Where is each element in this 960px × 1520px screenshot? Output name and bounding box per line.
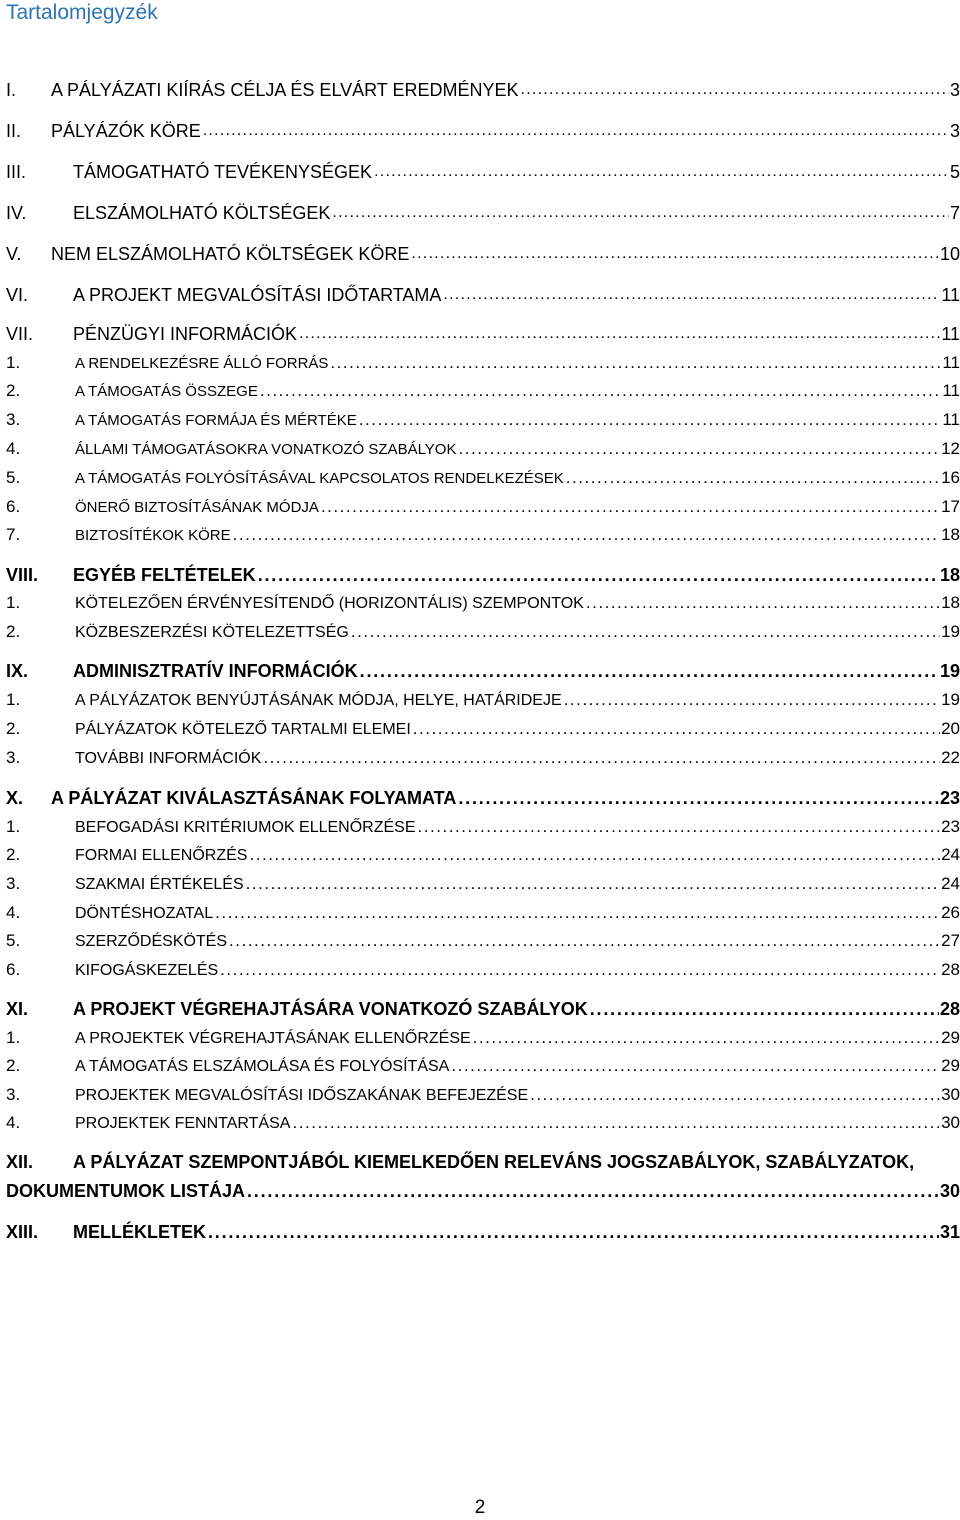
dot-leader	[473, 1026, 940, 1050]
toc-subentry[interactable]	[6, 620, 960, 644]
dot-leader	[299, 322, 940, 346]
entry-label: KÖZBESZERZÉSI KÖTELEZETTSÉG	[75, 624, 349, 641]
entry-page: 19	[941, 690, 960, 709]
entry-label: A PROJEKT VÉGREHAJTÁSÁRA VONATKOZÓ SZABÁLYOK	[73, 999, 588, 1019]
entry-page: 24	[941, 874, 960, 893]
dot-leader	[203, 119, 949, 143]
entry-page: 29	[941, 1056, 960, 1075]
entry-label: ÖNERŐ BIZTOSÍTÁSÁNAK MÓDJA	[75, 499, 319, 516]
toc-entry-first-line[interactable]	[6, 1150, 914, 1174]
entry-page: 16	[941, 468, 960, 487]
entry-number: 1.	[6, 593, 21, 612]
dot-leader	[451, 1054, 940, 1078]
entry-page: 19	[939, 661, 960, 681]
toc-subentry[interactable]	[6, 929, 960, 953]
entry-number: 4.	[6, 439, 21, 458]
entry-label: PÁLYÁZATOK KÖTELEZŐ TARTALMI ELEMEI	[75, 721, 411, 738]
toc-entry[interactable]	[6, 322, 960, 346]
entry-page: 3	[949, 80, 960, 100]
entry-page: 26	[941, 903, 960, 922]
toc-entry[interactable]	[6, 283, 960, 307]
toc-entry[interactable]	[6, 786, 960, 810]
entry-page: 11	[941, 324, 960, 344]
entry-label: BIZTOSÍTÉKOK KÖRE	[75, 527, 231, 544]
entry-page: 31	[939, 1222, 960, 1242]
entry-number: VII.	[6, 324, 34, 344]
dot-leader	[220, 958, 940, 982]
entry-number: I.	[6, 80, 17, 100]
entry-number: 4.	[6, 903, 21, 922]
entry-number: 5.	[6, 468, 21, 487]
toc-entry[interactable]	[6, 997, 960, 1021]
toc-subentry[interactable]	[6, 408, 960, 432]
entry-number: 3.	[6, 1085, 21, 1104]
dot-leader	[586, 591, 940, 615]
entry-label: PROJEKTEK MEGVALÓSÍTÁSI IDŐSZAKÁNAK BEFEJEZÉSE	[75, 1087, 529, 1104]
dot-leader	[411, 242, 939, 266]
entry-page: 28	[939, 999, 960, 1019]
toc-entry-continuation[interactable]	[6, 1179, 960, 1203]
entry-page: 30	[939, 1181, 960, 1201]
dot-leader	[246, 872, 940, 896]
entry-label: A PROJEKTEK VÉGREHAJTÁSÁNAK ELLENŐRZÉSE	[75, 1030, 471, 1047]
entry-label: KIFOGÁSKEZELÉS	[75, 962, 219, 979]
entry-label: A RENDELKEZÉSRE ÁLLÓ FORRÁS	[75, 355, 329, 372]
dot-leader	[260, 379, 942, 403]
entry-page: 20	[941, 719, 960, 738]
entry-number: VIII.	[6, 565, 39, 585]
entry-label: TÁMOGATHATÓ TEVÉKENYSÉGEK	[73, 162, 373, 182]
entry-label: NEM ELSZÁMOLHATÓ KÖLTSÉGEK KÖRE	[51, 244, 410, 264]
entry-page: 29	[941, 1028, 960, 1047]
dot-leader	[332, 201, 949, 225]
entry-number: IX.	[6, 661, 29, 681]
entry-page: 17	[941, 497, 960, 516]
toc-entry[interactable]	[6, 201, 960, 225]
entry-number: VI.	[6, 285, 29, 305]
dot-leader	[321, 495, 940, 519]
toc-subentry[interactable]	[6, 901, 960, 925]
toc-subentry[interactable]	[6, 843, 960, 867]
entry-page: 11	[942, 410, 960, 429]
entry-number: 1.	[6, 353, 21, 372]
dot-leader	[443, 283, 940, 307]
toc-subentry[interactable]	[6, 717, 960, 741]
entry-number: 2.	[6, 719, 21, 738]
entry-number: 3.	[6, 874, 21, 893]
toc-entry[interactable]	[6, 119, 960, 143]
entry-number: XIII.	[6, 1222, 39, 1242]
entry-number: 7.	[6, 525, 21, 544]
entry-page: 18	[939, 565, 960, 585]
entry-label: ELSZÁMOLHATÓ KÖLTSÉGEK	[73, 203, 331, 223]
entry-number: X.	[6, 788, 24, 808]
dot-leader	[249, 843, 940, 867]
entry-label: A PÁLYÁZAT KIVÁLASZTÁSÁNAK FOLYAMATA	[51, 788, 457, 808]
toc-subentry[interactable]	[6, 958, 960, 982]
entry-page: 10	[939, 244, 960, 264]
dot-leader	[233, 523, 940, 547]
entry-label: EGYÉB FELTÉTELEK	[73, 565, 256, 585]
entry-label: A PROJEKT MEGVALÓSÍTÁSI IDŐTARTAMA	[73, 285, 442, 305]
entry-label: MELLÉKLETEK	[73, 1222, 206, 1242]
entry-number: II.	[6, 121, 22, 141]
dot-leader	[566, 466, 940, 490]
toc-subentry[interactable]	[6, 872, 960, 896]
entry-label: A PÁLYÁZATOK BENYÚJTÁSÁNAK MÓDJA, HELYE, HATÁRIDEJE	[75, 692, 562, 709]
entry-number: 6.	[6, 497, 21, 516]
entry-label: A TÁMOGATÁS FORMÁJA ÉS MÉRTÉKE	[75, 412, 357, 429]
toc-subentry[interactable]	[6, 351, 960, 375]
entry-number: 6.	[6, 960, 21, 979]
entry-label: SZAKMAI ÉRTÉKELÉS	[75, 876, 244, 893]
entry-label: PÁLYÁZÓK KÖRE	[51, 121, 201, 141]
toc-subentry[interactable]	[6, 437, 960, 461]
entry-page: 7	[949, 203, 960, 223]
entry-number: 3.	[6, 748, 21, 767]
dot-leader	[247, 1179, 939, 1203]
entry-number: IV.	[6, 203, 27, 223]
dot-leader	[229, 929, 940, 953]
toc-subentry[interactable]	[6, 815, 960, 839]
toc-subentry[interactable]	[6, 466, 960, 490]
entry-number: 1.	[6, 817, 21, 836]
entry-label: ÁLLAMI TÁMOGATÁSOKRA VONATKOZÓ SZABÁLYOK	[75, 441, 457, 458]
entry-number: 2.	[6, 1056, 21, 1075]
entry-page: 5	[949, 162, 960, 182]
entry-label: PÉNZÜGYI INFORMÁCIÓK	[73, 324, 298, 344]
entry-page: 12	[941, 439, 960, 458]
dot-leader	[330, 351, 941, 375]
entry-label: BEFOGADÁSI KRITÉRIUMOK ELLENŐRZÉSE	[75, 819, 416, 836]
entry-label: DÖNTÉSHOZATAL	[75, 905, 214, 922]
entry-label: A PÁLYÁZAT SZEMPONTJÁBÓL KIEMELKEDŐEN RELEVÁNS JOGSZABÁLYOK, SZABÁLYZATOK,	[73, 1152, 915, 1172]
entry-number: 3.	[6, 410, 21, 429]
entry-page: 28	[941, 960, 960, 979]
toc-subentry[interactable]	[6, 1111, 960, 1135]
dot-leader	[208, 1220, 939, 1244]
dot-leader	[458, 786, 939, 810]
dot-leader	[360, 659, 939, 683]
toc-subentry[interactable]	[6, 688, 960, 712]
entry-page: 27	[941, 931, 960, 950]
entry-label: A PÁLYÁZATI KIÍRÁS CÉLJA ÉS ELVÁRT EREDMÉNYEK	[51, 80, 519, 100]
entry-page: 11	[941, 285, 960, 305]
entry-label: FORMAI ELLENŐRZÉS	[75, 847, 248, 864]
dot-leader	[521, 78, 949, 102]
entry-label: SZERZŐDÉSKÖTÉS	[75, 933, 228, 950]
dot-leader	[292, 1111, 940, 1135]
entry-number: XII.	[6, 1152, 34, 1172]
entry-number: V.	[6, 244, 22, 264]
toc-subentry[interactable]	[6, 591, 960, 615]
entry-page: 3	[949, 121, 960, 141]
toc-entry[interactable]	[6, 1220, 960, 1244]
toc-entry[interactable]	[6, 242, 960, 266]
page-number: 2	[474, 1497, 486, 1518]
dot-leader	[258, 563, 939, 587]
entry-number: 4.	[6, 1113, 21, 1132]
entry-number: 2.	[6, 845, 21, 864]
entry-page: 23	[941, 817, 960, 836]
toc-subentry[interactable]	[6, 495, 960, 519]
dot-leader	[590, 997, 939, 1021]
toc-subentry[interactable]	[6, 1054, 960, 1078]
dot-leader	[530, 1083, 940, 1107]
entry-label: PROJEKTEK FENNTARTÁSA	[75, 1115, 291, 1132]
toc-entry[interactable]	[6, 659, 960, 683]
entry-number: III.	[6, 162, 27, 182]
dot-leader	[359, 408, 942, 432]
toc-entry[interactable]	[6, 160, 960, 184]
entry-page: 30	[941, 1113, 960, 1132]
entry-label: KÖTELEZŐEN ÉRVÉNYESÍTENDŐ (HORIZONTÁLIS) SZEMPONTOK	[75, 595, 584, 612]
toc-subentry[interactable]	[6, 746, 960, 770]
entry-page: 24	[941, 845, 960, 864]
dot-leader	[263, 746, 940, 770]
entry-label: A TÁMOGATÁS ÖSSZEGE	[75, 383, 258, 400]
entry-label: TOVÁBBI INFORMÁCIÓK	[75, 750, 262, 767]
entry-number: 1.	[6, 1028, 21, 1047]
entry-number: XI.	[6, 999, 29, 1019]
entry-label: A TÁMOGATÁS ELSZÁMOLÁSA ÉS FOLYÓSÍTÁSA	[75, 1058, 450, 1075]
toc-title: Tartalomjegyzék	[6, 1, 158, 24]
dot-leader	[458, 437, 940, 461]
entry-page: 18	[941, 593, 960, 612]
entry-page: 11	[942, 381, 960, 400]
dot-leader	[215, 901, 940, 925]
entry-label: A TÁMOGATÁS FOLYÓSÍTÁSÁVAL KAPCSOLATOS RENDELKEZÉSEK	[75, 470, 564, 487]
toc-subentry[interactable]	[6, 1083, 960, 1107]
entry-number: 1.	[6, 690, 21, 709]
toc-subentry[interactable]	[6, 379, 960, 403]
dot-leader	[413, 717, 940, 741]
entry-page: 18	[941, 525, 960, 544]
entry-page: 11	[942, 353, 960, 372]
entry-label-continued: DOKUMENTUMOK LISTÁJA	[6, 1181, 245, 1201]
entry-page: 19	[941, 622, 960, 641]
entry-page: 22	[941, 748, 960, 767]
toc-subentry[interactable]	[6, 1026, 960, 1050]
entry-page: 23	[939, 788, 960, 808]
toc-entry[interactable]	[6, 78, 960, 102]
entry-number: 2.	[6, 622, 21, 641]
entry-number: 5.	[6, 931, 21, 950]
dot-leader	[374, 160, 949, 184]
dot-leader	[351, 620, 940, 644]
dot-leader	[418, 815, 941, 839]
entry-page: 30	[941, 1085, 960, 1104]
entry-number: 2.	[6, 381, 21, 400]
dot-leader	[564, 688, 940, 712]
toc-subentry[interactable]	[6, 523, 960, 547]
entry-label: ADMINISZTRATÍV INFORMÁCIÓK	[73, 661, 358, 681]
toc-entry[interactable]	[6, 563, 960, 587]
